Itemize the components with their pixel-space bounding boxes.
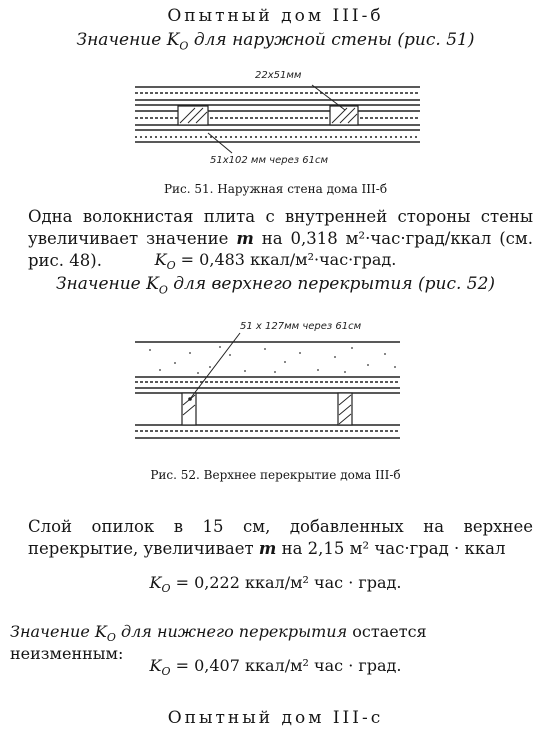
section-title-prefix: Значение [76,30,167,50]
leader-line-top [312,85,345,110]
figure-52-ceiling-diagram [0,315,551,465]
figure-51-caption: Рис. 51. Наружная стена дома III-б [163,182,388,196]
k-symbol: $K_O$ [166,30,189,53]
formula-outer-wall: $K_O = 0,483$ ккал/м²·час·град. [154,250,397,273]
next-section-title: Опытный дом III-с [167,708,384,728]
section-title-lower-floor: Значение $K_O$ для нижнего перекрытия остается неизменным: [10,622,427,664]
section-title-suffix: для наружной стены (рис. 51) [188,30,475,50]
page-title: Опытный дом III-б [167,6,384,26]
section-title-upper-floor: Значение $K_O$ для верхнего перекрытия (рис. 52) [55,274,496,297]
leader-line-fig52 [190,333,240,399]
fig52-label-top: 51 х 127мм через 61см [240,321,362,332]
formula-lower-floor: $K_O = 0,407$ ккал/м² час · град. [149,656,402,679]
fig51-label-top: 22х51мм [255,70,302,81]
leader-line-bottom [208,133,232,153]
paragraph-fiberboard: Одна волокнистая плита с внутренней стороны стены увеличивает значение m на 0,318 м²·час·град/ккал (см. рис. 48). [28,207,533,270]
figure-52-caption: Рис. 52. Верхнее перекрытие дома III-б [150,468,401,482]
formula-upper-floor: $K_O = 0,222$ ккал/м² час · град. [149,573,402,596]
fig51-label-bottom: 51х102 мм через 61см [210,155,328,166]
m-symbol: m [236,229,254,248]
section-title-outer-wall [0,30,551,52]
paragraph-sawdust: Слой опилок в 15 см, добавленных на верхнее перекрытие, увеличивает m на 2,15 м² час·град · ккал [28,517,533,558]
m-symbol: m [258,539,277,558]
